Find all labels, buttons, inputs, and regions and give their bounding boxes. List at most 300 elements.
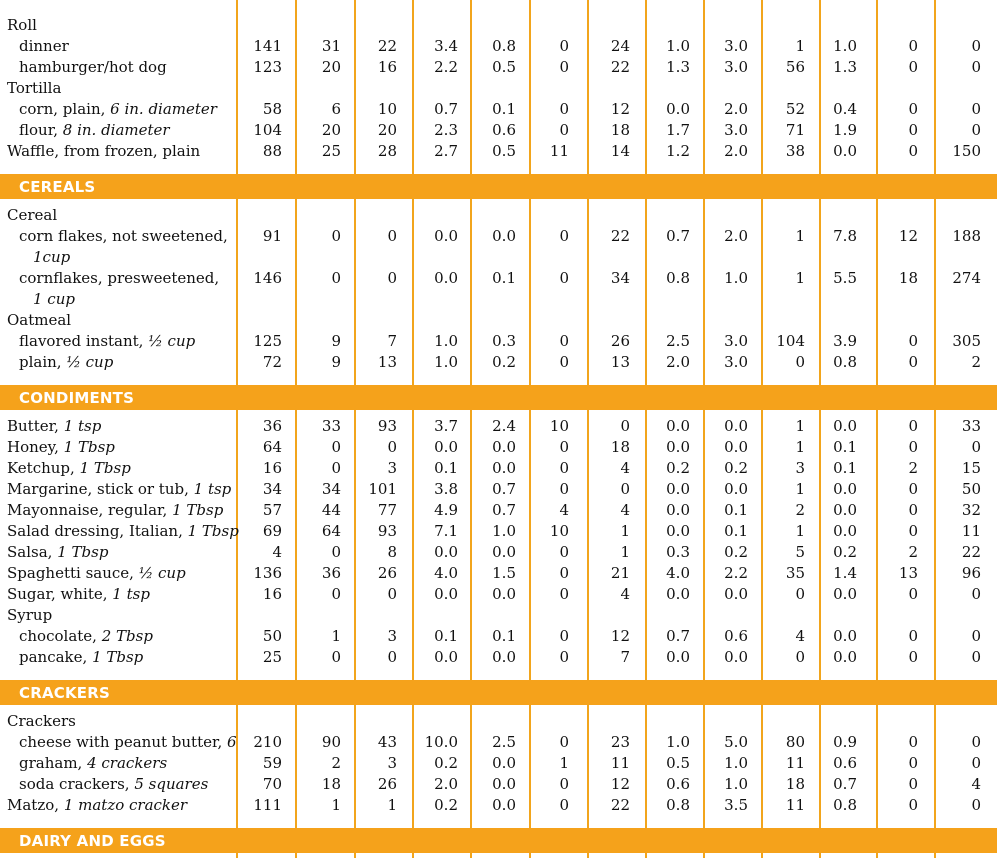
nutrient-value: 0.6: [492, 121, 516, 139]
nutrient-value: 0: [559, 627, 569, 645]
nutrient-value: 9: [331, 332, 341, 350]
nutrient-value: 0: [331, 227, 341, 245]
nutrient-value: 0: [908, 775, 918, 793]
nutrient-value: 15: [961, 459, 981, 477]
nutrient-value: 0.0: [434, 269, 458, 287]
nutrient-value: 141: [253, 37, 282, 55]
nutrient-value: 2.3: [434, 121, 458, 139]
food-label: Syrup: [7, 606, 53, 624]
nutrient-value: 35: [785, 564, 805, 582]
food-name: [19, 753, 167, 774]
food-name: [7, 416, 101, 437]
nutrient-value: 64: [321, 522, 341, 540]
nutrient-value: 0.2: [724, 459, 748, 477]
nutrient-value: 2: [908, 459, 918, 477]
nutrient-value: 0.0: [492, 648, 516, 666]
nutrient-value: 2.0: [724, 142, 748, 160]
nutrient-value: 1: [795, 269, 805, 287]
table-row: [0, 36, 997, 57]
food-label: Salsa,: [7, 543, 58, 561]
nutrient-value: 0.0: [492, 543, 516, 561]
food-name: [7, 310, 71, 331]
table-row: [0, 15, 997, 36]
nutrient-value: 1.0: [833, 37, 857, 55]
table-row: [0, 247, 997, 268]
table-row: [0, 99, 997, 120]
nutrient-value: 0.0: [666, 100, 690, 118]
nutrient-value: 14: [610, 142, 630, 160]
nutrient-value: 0.0: [492, 227, 516, 245]
nutrient-value: 0.3: [666, 543, 690, 561]
nutrient-value: 0.6: [666, 775, 690, 793]
nutrient-value: 91: [262, 227, 282, 245]
nutrient-value: 0: [331, 648, 341, 666]
nutrient-value: 0: [559, 100, 569, 118]
nutrient-value: 22: [610, 796, 630, 814]
nutrient-value: 0.0: [833, 585, 857, 603]
food-name: [7, 15, 37, 36]
nutrient-value: 26: [610, 332, 630, 350]
food-name: [19, 774, 208, 795]
section-header-label: DAIRY AND EGGS: [19, 832, 166, 850]
nutrient-value: 0: [908, 417, 918, 435]
food-name: [19, 732, 237, 753]
nutrient-value: 11: [785, 754, 805, 772]
nutrient-value: 0.0: [434, 227, 458, 245]
nutrient-value: 0.3: [492, 332, 516, 350]
nutrient-value: 5: [795, 543, 805, 561]
nutrient-value: 3.8: [434, 480, 458, 498]
nutrient-value: 0.7: [666, 627, 690, 645]
food-label: cheese with peanut butter,: [19, 733, 228, 751]
nutrient-value: 0.6: [833, 754, 857, 772]
serving-size: 1cup: [33, 248, 71, 266]
nutrient-value: 0.7: [434, 100, 458, 118]
nutrient-value: 0: [908, 585, 918, 603]
serving-size: 1 Tbsp: [92, 648, 144, 666]
food-label: pancake,: [19, 648, 93, 666]
nutrient-value: 0: [559, 58, 569, 76]
nutrient-value: 0.0: [492, 438, 516, 456]
nutrient-value: 0: [559, 796, 569, 814]
nutrient-value: 77: [377, 501, 397, 519]
nutrient-value: 0.1: [492, 269, 516, 287]
nutrient-value: 7.8: [833, 227, 857, 245]
nutrient-value: 71: [785, 121, 805, 139]
serving-size: 5 squares: [134, 775, 209, 793]
serving-size: ½ cup: [66, 353, 114, 371]
table-row: [0, 78, 997, 99]
nutrient-value: 22: [610, 227, 630, 245]
nutrient-value: 22: [377, 37, 397, 55]
nutrient-value: 12: [610, 100, 630, 118]
nutrient-value: 0: [331, 459, 341, 477]
food-name: [7, 521, 239, 542]
nutrient-value: 5.0: [724, 733, 748, 751]
table-row: [0, 352, 997, 373]
table-row: [0, 774, 997, 795]
nutrient-value: 1.9: [833, 121, 857, 139]
nutrient-value: 210: [253, 733, 282, 751]
nutrient-value: 2.7: [434, 142, 458, 160]
nutrient-value: 150: [952, 142, 981, 160]
nutrient-value: 2.0: [724, 100, 748, 118]
nutrient-value: 0: [908, 438, 918, 456]
nutrient-value: 34: [321, 480, 341, 498]
food-name: [19, 120, 170, 141]
nutrient-value: 0.0: [833, 627, 857, 645]
nutrient-value: 0: [908, 754, 918, 772]
nutrient-value: 0.8: [833, 796, 857, 814]
nutrient-value: 4: [971, 775, 981, 793]
nutrient-value: 70: [262, 775, 282, 793]
nutrient-value: 2.0: [666, 353, 690, 371]
nutrient-value: 0.0: [833, 501, 857, 519]
serving-size: ½ cup: [138, 564, 186, 582]
nutrient-value: 1: [795, 227, 805, 245]
nutrient-value: 0: [387, 648, 397, 666]
nutrient-value: 3: [795, 459, 805, 477]
nutrient-value: 0.0: [492, 754, 516, 772]
nutrient-value: 64: [262, 438, 282, 456]
nutrient-value: 3.7: [434, 417, 458, 435]
table-row: [0, 711, 997, 732]
food-name: [19, 57, 167, 78]
nutrient-value: 2.5: [666, 332, 690, 350]
food-label: corn, plain,: [19, 100, 111, 118]
nutrient-value: 1.0: [434, 332, 458, 350]
table-row: [0, 416, 997, 437]
nutrient-value: 0.7: [492, 480, 516, 498]
nutrient-value: 1.0: [492, 522, 516, 540]
nutrient-value: 0: [908, 480, 918, 498]
nutrient-value: 1: [387, 796, 397, 814]
serving-size: 1 cup: [33, 290, 75, 308]
nutrient-value: 18: [785, 775, 805, 793]
nutrient-value: 0.1: [833, 459, 857, 477]
nutrient-value: 0: [559, 332, 569, 350]
nutrient-value: 3: [387, 754, 397, 772]
nutrient-value: 72: [262, 353, 282, 371]
nutrient-value: 0.1: [434, 627, 458, 645]
nutrient-value: 0.0: [724, 585, 748, 603]
nutrient-value: 0: [971, 58, 981, 76]
food-label: Matzo,: [7, 796, 64, 814]
nutrient-value: 1.3: [833, 58, 857, 76]
nutrient-value: 0.0: [492, 459, 516, 477]
nutrient-value: 0: [908, 627, 918, 645]
nutrient-value: 34: [262, 480, 282, 498]
nutrient-value: 8: [387, 543, 397, 561]
nutrient-value: 0.5: [666, 754, 690, 772]
serving-size: 8 in. diameter: [62, 121, 170, 139]
food-label: flour,: [19, 121, 63, 139]
table-row: [0, 795, 997, 816]
nutrient-value: 34: [610, 269, 630, 287]
nutrient-value: 0: [971, 121, 981, 139]
nutrient-value: 104: [776, 332, 805, 350]
serving-size: 6: [227, 733, 237, 751]
nutrient-value: 90: [321, 733, 341, 751]
nutrient-value: 1.0: [666, 37, 690, 55]
nutrient-value: 0.7: [833, 775, 857, 793]
nutrient-value: 0: [908, 353, 918, 371]
food-name: [19, 36, 69, 57]
nutrient-value: 0.0: [492, 775, 516, 793]
nutrient-value: 33: [321, 417, 341, 435]
nutrient-value: 0: [387, 438, 397, 456]
nutrient-value: 22: [610, 58, 630, 76]
nutrient-value: 0: [908, 100, 918, 118]
nutrient-value: 0.9: [833, 733, 857, 751]
nutrient-value: 20: [321, 121, 341, 139]
nutrient-value: 5.5: [833, 269, 857, 287]
nutrient-value: 1: [331, 627, 341, 645]
table-row: [0, 563, 997, 584]
nutrient-value: 0: [331, 269, 341, 287]
nutrient-value: 1: [795, 522, 805, 540]
nutrient-value: 0.1: [434, 459, 458, 477]
section-header: [0, 828, 997, 853]
table-row: [0, 647, 997, 668]
nutrient-value: 26: [377, 775, 397, 793]
nutrient-value: 69: [262, 522, 282, 540]
nutrient-value: 0: [908, 332, 918, 350]
nutrient-value: 3.4: [434, 37, 458, 55]
nutrient-value: 4.0: [434, 564, 458, 582]
nutrient-value: 1: [795, 417, 805, 435]
nutrient-value: 0.0: [833, 480, 857, 498]
nutrient-value: 50: [961, 480, 981, 498]
nutrient-value: 111: [253, 796, 282, 814]
section-header-label: CONDIMENTS: [19, 389, 135, 407]
nutrient-value: 18: [610, 121, 630, 139]
nutrient-value: 96: [961, 564, 981, 582]
food-label: Butter,: [7, 417, 64, 435]
food-label: soda crackers,: [19, 775, 135, 793]
nutrient-value: 44: [321, 501, 341, 519]
nutrient-value: 28: [377, 142, 397, 160]
nutrient-value: 0.0: [492, 796, 516, 814]
food-label: hamburger/hot dog: [19, 58, 167, 76]
serving-size: 1 Tbsp: [63, 438, 115, 456]
food-label: Waffle, from frozen, plain: [7, 142, 201, 160]
nutrient-value: 1.0: [666, 733, 690, 751]
nutrient-value: 0: [559, 480, 569, 498]
nutrient-value: 1: [795, 37, 805, 55]
nutrient-value: 305: [952, 332, 981, 350]
nutrient-value: 0: [971, 100, 981, 118]
nutrient-value: 3.0: [724, 332, 748, 350]
nutrient-value: 0: [795, 648, 805, 666]
nutrient-value: 2.2: [434, 58, 458, 76]
nutrient-value: 0: [387, 269, 397, 287]
nutrient-value: 4: [620, 501, 630, 519]
food-name: [19, 226, 228, 247]
nutrient-value: 25: [262, 648, 282, 666]
nutrient-value: 10.0: [424, 733, 458, 751]
serving-size: 1 Tbsp: [187, 522, 239, 540]
nutrient-value: 21: [610, 564, 630, 582]
nutrient-value: 10: [549, 417, 569, 435]
table-row: [0, 458, 997, 479]
food-label: Crackers: [7, 712, 76, 730]
nutrient-value: 0: [387, 585, 397, 603]
food-name: [7, 795, 187, 816]
nutrient-value: 1.3: [666, 58, 690, 76]
food-name: [7, 78, 61, 99]
nutrient-value: 3: [387, 459, 397, 477]
nutrient-value: 0: [559, 353, 569, 371]
nutrient-value: 12: [610, 627, 630, 645]
food-name: [7, 458, 131, 479]
nutrient-value: 0: [971, 733, 981, 751]
nutrient-value: 23: [610, 733, 630, 751]
food-name: [7, 500, 223, 521]
nutrient-value: 0: [331, 438, 341, 456]
nutrient-value: 31: [321, 37, 341, 55]
nutrient-value: 20: [377, 121, 397, 139]
nutrient-value: 4: [559, 501, 569, 519]
nutrient-value: 0.0: [724, 648, 748, 666]
food-label: Ketchup,: [7, 459, 80, 477]
nutrient-value: 52: [785, 100, 805, 118]
food-label: plain,: [19, 353, 67, 371]
nutrient-value: 0.1: [833, 438, 857, 456]
food-label: Mayonnaise, regular,: [7, 501, 173, 519]
nutrient-value: 1: [331, 796, 341, 814]
food-label: Roll: [7, 16, 37, 34]
table-row: [0, 626, 997, 647]
nutrient-value: 3.0: [724, 58, 748, 76]
serving-size: 6 in. diameter: [110, 100, 217, 118]
nutrient-value: 56: [785, 58, 805, 76]
nutrient-value: 3.0: [724, 121, 748, 139]
nutrient-value: 3.0: [724, 353, 748, 371]
table-row: [0, 268, 997, 289]
table-row: [0, 605, 997, 626]
section-header: [0, 174, 997, 199]
nutrient-value: 0: [795, 353, 805, 371]
nutrient-value: 0.0: [833, 417, 857, 435]
nutrient-value: 0: [559, 227, 569, 245]
nutrient-value: 4.9: [434, 501, 458, 519]
food-name: [19, 268, 219, 289]
nutrient-value: 12: [610, 775, 630, 793]
nutrient-value: 0: [559, 733, 569, 751]
nutrient-value: 0: [559, 648, 569, 666]
nutrient-value: 0.0: [724, 417, 748, 435]
nutrient-value: 0.2: [666, 459, 690, 477]
nutrient-value: 3: [387, 627, 397, 645]
serving-size: 4 crackers: [87, 754, 168, 772]
nutrient-value: 0.0: [833, 142, 857, 160]
serving-size: 1 tsp: [63, 417, 102, 435]
nutrient-value: 3.9: [833, 332, 857, 350]
nutrient-value: 0: [387, 227, 397, 245]
nutrient-value: 0.0: [833, 648, 857, 666]
nutrient-value: 1: [559, 754, 569, 772]
table-row: [0, 57, 997, 78]
nutrient-value: 88: [262, 142, 282, 160]
nutrient-value: 0.0: [724, 480, 748, 498]
nutrient-value: 0: [908, 37, 918, 55]
food-name: [7, 479, 231, 500]
nutrient-value: 50: [262, 627, 282, 645]
nutrient-value: 0.2: [434, 754, 458, 772]
nutrient-value: 0.2: [833, 543, 857, 561]
nutrient-value: 0.0: [666, 585, 690, 603]
nutrient-value: 18: [610, 438, 630, 456]
nutrient-value: 25: [321, 142, 341, 160]
nutrient-value: 26: [377, 564, 397, 582]
nutrient-value: 4: [620, 585, 630, 603]
nutrient-value: 104: [253, 121, 282, 139]
nutrient-value: 0.0: [666, 501, 690, 519]
nutrient-value: 0: [908, 648, 918, 666]
nutrient-value: 0.2: [492, 353, 516, 371]
nutrient-value: 146: [253, 269, 282, 287]
nutrient-value: 10: [377, 100, 397, 118]
nutrient-value: 7: [620, 648, 630, 666]
nutrient-value: 0: [620, 480, 630, 498]
nutrient-value: 11: [961, 522, 981, 540]
nutrient-value: 0: [331, 585, 341, 603]
nutrient-value: 1: [795, 438, 805, 456]
food-name: [19, 352, 113, 373]
nutrient-value: 0.1: [724, 522, 748, 540]
nutrient-value: 0.0: [833, 522, 857, 540]
food-name: [7, 563, 186, 584]
food-label: corn flakes, not sweetened,: [19, 227, 228, 245]
nutrient-value: 1: [620, 522, 630, 540]
nutrient-value: 11: [549, 142, 569, 160]
food-name: [19, 647, 143, 668]
nutrient-value: 3.0: [724, 37, 748, 55]
nutrient-value: 1.4: [833, 564, 857, 582]
nutrient-value: 0: [971, 627, 981, 645]
nutrient-value: 13: [898, 564, 918, 582]
nutrient-value: 13: [610, 353, 630, 371]
nutrient-value: 2.2: [724, 564, 748, 582]
nutrient-value: 1.5: [492, 564, 516, 582]
food-name: [33, 289, 75, 310]
nutrient-value: 0.5: [492, 58, 516, 76]
nutrient-value: 7.1: [434, 522, 458, 540]
nutrient-value: 36: [321, 564, 341, 582]
nutrient-value: 12: [898, 227, 918, 245]
table-row: [0, 732, 997, 753]
nutrient-value: 1.7: [666, 121, 690, 139]
nutrient-value: 1.0: [434, 353, 458, 371]
nutrient-value: 0.8: [666, 796, 690, 814]
nutrient-value: 0.1: [492, 100, 516, 118]
food-label: Tortilla: [7, 79, 62, 97]
table-row: [0, 120, 997, 141]
food-label: graham,: [19, 754, 88, 772]
nutrient-value: 0.6: [724, 627, 748, 645]
nutrient-value: 0: [559, 775, 569, 793]
serving-size: 1 Tbsp: [172, 501, 224, 519]
nutrient-value: 38: [785, 142, 805, 160]
nutrient-value: 0: [971, 796, 981, 814]
nutrient-value: 0.2: [724, 543, 748, 561]
serving-size: 1 Tbsp: [79, 459, 131, 477]
nutrient-value: 101: [368, 480, 397, 498]
nutrient-value: 2: [971, 353, 981, 371]
table-row: [0, 310, 997, 331]
nutrient-value: 36: [262, 417, 282, 435]
